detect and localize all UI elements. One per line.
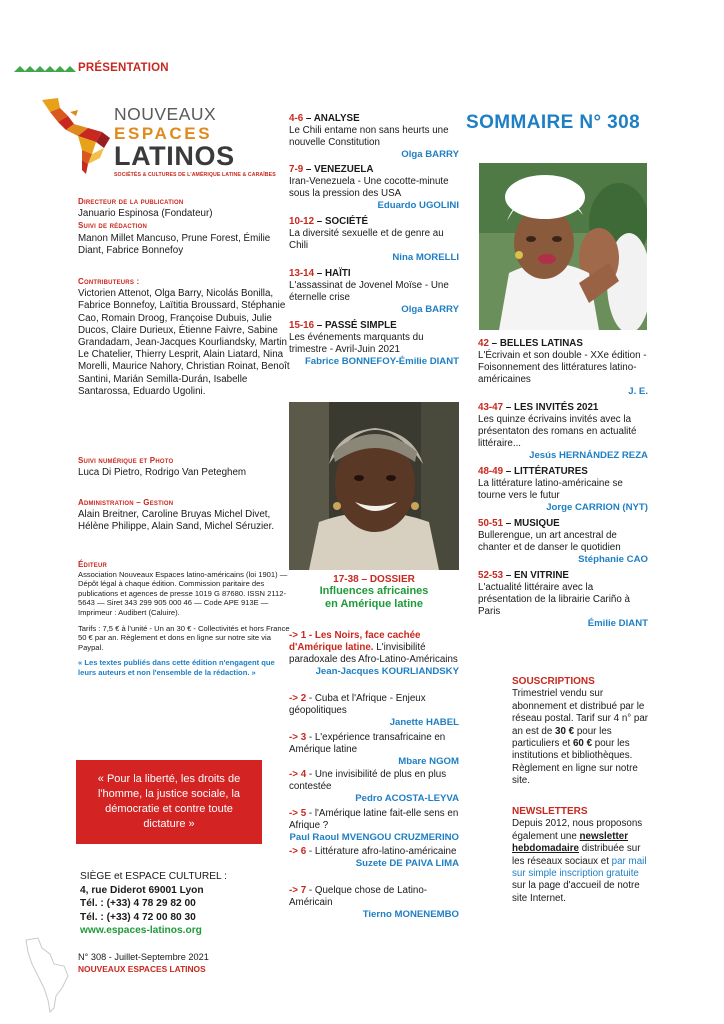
publisher-heading: Éditeur [78, 560, 108, 569]
smiling-woman-photo [289, 402, 459, 570]
digital-heading: Suivi numérique et Photo [78, 456, 174, 465]
website-link[interactable]: www.espaces-latinos.org [80, 925, 202, 936]
article-entry[interactable]: 7-9 – VENEZUELA Iran-Venezuela - Une cocotte-minute sous la pression des USA Eduardo UGOLINI [289, 164, 459, 211]
dancer-photo [479, 163, 647, 330]
dossier-item[interactable]: -> 5 - l'Amérique latine fait-elle sens en Afrique ? Paul Raoul MVENGOU CRUZMERINO [289, 808, 459, 843]
article-entry[interactable]: 52-53 – EN VITRINE L'actualité littéraire avec la présentation de la librairie Cariño à Paris Émilie DIANT [478, 570, 648, 629]
contributors-heading: Contributeurs : [78, 277, 140, 286]
credits-digital [78, 455, 293, 479]
dossier-pages: 17-38 – DOSSIER [333, 574, 415, 585]
newsletters-heading: NEWSLETTERS [512, 806, 588, 817]
article-entry[interactable]: 15-16 – PASSÉ SIMPLE Les événements marquants du trimestre - Avril-Juin 2021 Fabrice BONNEFOY-Émilie DIANT [289, 320, 459, 367]
credits-admin [78, 497, 293, 534]
sommaire-title: SOMMAIRE N° 308 [466, 112, 641, 133]
dossier-item[interactable]: -> 7 - Quelque chose de Latino-Américain Tierno MONENEMBO [289, 885, 459, 920]
subscriptions-block [512, 676, 652, 788]
address-line1: SIÈGE et ESPACE CULTUREL : [80, 871, 228, 882]
address-block [80, 870, 280, 938]
dossier-item[interactable]: -> 4 - Une invisibilité de plus en plus contestée Pedro ACOSTA-LEYVA [289, 769, 459, 804]
admin-heading: Administration – Gestion [78, 498, 174, 507]
disclaimer-text: « Les textes publiés dans cette édition n'engagent que leurs auteurs et non l'ensemble de la rédaction. » [78, 658, 275, 677]
dossier-item[interactable]: -> 3 - L'expérience transafricaine en Amérique latine Mbare NGOM [289, 732, 459, 767]
address-line2: 4, rue Diderot 69001 Lyon [80, 884, 204, 896]
issue-line: N° 308 - Juillet-Septembre 2021 [78, 952, 209, 962]
director-name: Januario Espinosa (Fondateur) [78, 208, 213, 220]
logo-line-nouveaux: NOUVEAUX [114, 104, 217, 124]
map-outline-icon [20, 936, 72, 1014]
newsletter-signup-link[interactable]: par mail sur simple inscription gratuite [512, 855, 647, 880]
digital-names: Luca Di Pietro, Rodrigo Van Peteghem [78, 467, 247, 479]
article-entry[interactable]: 42 – BELLES LATINAS L'Écrivain et son double - XXe édition - Foisonnement des littératures latino-américaines J. E. [478, 338, 648, 397]
dossier-header [289, 574, 459, 611]
latin-america-map-icon [38, 98, 112, 176]
dossier-title: Influences africaines en Amérique latine [319, 585, 429, 610]
decorative-pattern [14, 64, 76, 74]
article-entry[interactable]: 50-51 – MUSIQUE Bullerengue, un art ancestral de chanter et de danser le quotidien Stéphanie CAO [478, 518, 648, 565]
newsletters-block [512, 806, 652, 905]
logo-line-espaces: ESPACES [114, 124, 213, 143]
publisher-text: Association Nouveaux Espaces latino-américains (loi 1901) — Dépôt légal à chaque édition. Commission paritaire des publications et agences de presse 1019 G 87680. ISSN 2112-5643 — Siret 343 299 905 000 46 — Code APE 913E — Imprimeur : Audibert (Caluire). [78, 569, 288, 617]
section-title: PRÉSENTATION [78, 62, 169, 74]
credits-director [78, 196, 293, 257]
admin-names: Alain Breitner, Caroline Bruyas Michel Divet, Hélène Philippe, Alain Sand, Michel Séruzier. [78, 509, 275, 533]
editorial-names: Manon Millet Mancuso, Prune Forest, Émilie Diant, Fabrice Bonnefoy [78, 232, 271, 256]
dossier-item[interactable]: -> 2 - Cuba et l'Afrique - Enjeux géopolitiques Janette HABEL [289, 693, 459, 728]
logo-tagline: SOCIÉTÉS & CULTURES DE L'AMÉRIQUE LATINE & CARAÏBES [114, 172, 276, 178]
subscriptions-heading: SOUSCRIPTIONS [512, 676, 595, 687]
article-entry[interactable]: 10-12 – SOCIÉTÉ La diversité sexuelle et de genre au Chili Nina MORELLI [289, 216, 459, 263]
magazine-logo [38, 98, 288, 176]
dossier-item[interactable]: -> 6 - Littérature afro-latino-américaine Suzete DE PAIVA LIMA [289, 846, 459, 869]
credits-contributors [78, 276, 293, 398]
contributors-names: Victorien Attenot, Olga Barry, Nicolás Bonilla, Fabrice Bonnefoy, Laïtitia Broussard, Stéphanie Cao, Romain Droog, Françoise Dubuis, Julie Ducos, Claire Durieux, Étienne Faivre, Sabine Grandadam, Jean-Jacques Kourliandsky, Martin Le Chatelier, Thierry Lesprit, Alain Liatard, Nina Morelli, Maurice Nahory, Christian Roinat, Benoît Santini, Marián Semilla-Durán, Isabelle Santarossa, Eduardo Ugolini. [78, 288, 290, 397]
credits-publisher [78, 560, 293, 678]
editorial-heading: Suivi de rédaction [78, 221, 148, 231]
magazine-name-footer: NOUVEAUX ESPACES LATINOS [78, 964, 206, 974]
quote-box [76, 760, 262, 844]
article-entry[interactable]: 48-49 – LITTÉRATURES La littérature latino-américaine se tourne vers le futur Jorge CARRION (NYT) [478, 466, 648, 513]
dossier-item[interactable]: -> 1 - Les Noirs, face cachée d'Amérique latine. L'invisibilité paradoxale des Afro-Latino-Américains Jean-Jacques KOURLIANDSKY [289, 630, 459, 677]
newsletters-text: Depuis 2012, nous proposons également une newsletter hebdomadaire distribuée sur les réseaux sociaux et par mail sur simple inscription gratuite sur la page d'accueil de notre site Internet. [512, 818, 647, 904]
phone-2: Tél. : (+33) 4 72 00 80 30 [80, 911, 196, 923]
article-entry[interactable]: 13-14 – HAÏTI L'assassinat de Jovenel Moïse - Une éternelle crise Olga BARRY [289, 268, 459, 315]
prices-text: Tarifs : 7,5 € à l'unité - Un an 30 € - Collectivités et hors France 50 € par an. Règlement et dons en ligne sur notre site via Paypal. [78, 623, 290, 652]
subscriptions-text: Trimestriel vendu sur abonnement et distribué par le réseau postal. Tarif sur 4 n° par an est de 30 € pour les particuliers et 60 € pour les institutions et bibliothèques. Règlement en ligne sur notre site. [512, 688, 649, 787]
phone-1: Tél. : (+33) 4 78 29 82 00 [80, 898, 196, 909]
quote-text: « Pour la liberté, les droits de l'homme, la justice sociale, la démocratie et contre toute dictature » [97, 773, 241, 830]
director-heading: Directeur de la publication [78, 197, 184, 206]
logo-line-latinos: LATINOS [114, 141, 235, 171]
article-entry[interactable]: 4-6 – ANALYSE Le Chili entame non sans heurts une nouvelle Constitution Olga BARRY [289, 113, 459, 160]
article-entry[interactable]: 43-47 – LES INVITÉS 2021 Les quinze écrivains invités avec la présentaton des romans en actualité littéraire... Jesús HERNÁNDEZ REZA [478, 402, 648, 461]
